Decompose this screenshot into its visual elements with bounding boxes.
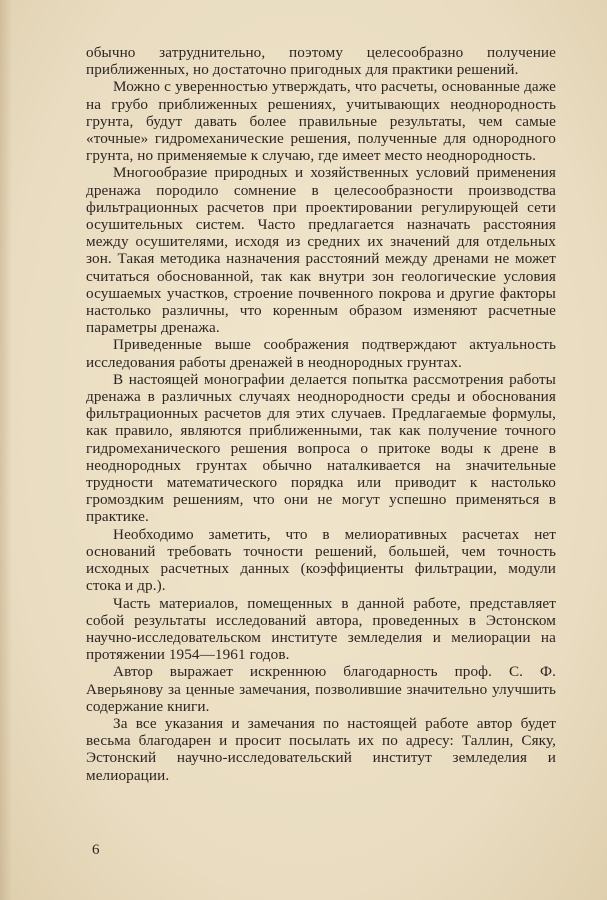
body-text xyxy=(86,44,556,784)
paragraph: Многообразие природных и хозяйственных условий применения дренажа породило сомнение в целесообразности производства фильтрационных расчетов при проектировании регулирующей сети осушительных систем. Часто предлагается назначать расстояния между осушителями, исходя из средних их значений для отдельных зон. Такая методика назначения расстояний между дренами не может считаться обоснованной, так как внутри зон геологические условия осушаемых участков, строение почвенного покрова и другие факторы настолько различны, что коренным образом изменяют расчетные параметры дренажа. xyxy=(86,164,556,337)
paragraph: Автор выражает искреннюю благодарность проф. С. Ф. Аверьянову за ценные замечания, позволившие значительно улучшить содержание книги. xyxy=(86,663,556,715)
paragraph: В настоящей монографии делается попытка рассмотрения работы дренажа в различных случаях неоднородности среды и обоснования фильтрационных расчетов для этих случаев. Предлагаемые формулы, как правило, являются приближенными, так как получение точного гидромеханического решения вопроса о притоке воды к дрене в неоднородных грунтах обычно наталкивается на значительные трудности математического порядка или приводит к настолько громоздким решениям, что они не могут успешно применяться в практике. xyxy=(86,370,556,526)
paragraph-continuation: обычно затруднительно, поэтому целесообразно получение приближенных, но достаточно пригодных для практики решений. xyxy=(86,44,556,79)
paragraph: Можно с уверенностью утверждать, что расчеты, основанные даже на грубо приближенных решениях, учитывающих неоднородность грунта, будут давать более правильные результаты, чем самые «точные» гидромеханические решения, полученные для однородного грунта, но применяемые к случаю, где имеет место неоднородность. xyxy=(86,78,556,165)
paragraph: Часть материалов, помещенных в данной работе, представляет собой результаты исследований автора, проведенных в Эстонском научно-исследовательском институте земледелия и мелиорации на протяжении 1954—1961 годов. xyxy=(86,594,556,664)
paragraph: За все указания и замечания по настоящей работе автор будет весьма благодарен и просит посылать их по адресу: Таллин, Сяку, Эстонский научно-исследовательский институт земледелия и мелиорации. xyxy=(86,714,556,784)
page-edge-shadow xyxy=(0,0,12,900)
page-number: 6 xyxy=(92,842,100,858)
paragraph: Необходимо заметить, что в мелиоративных расчетах нет оснований требовать точности решений, большей, чем точность исходных расчетных данных (коэффициенты фильтрации, модули стока и др.). xyxy=(86,525,556,595)
paragraph: Приведенные выше соображения подтверждают актуальность исследования работы дренажей в неоднородных грунтах. xyxy=(86,336,556,371)
